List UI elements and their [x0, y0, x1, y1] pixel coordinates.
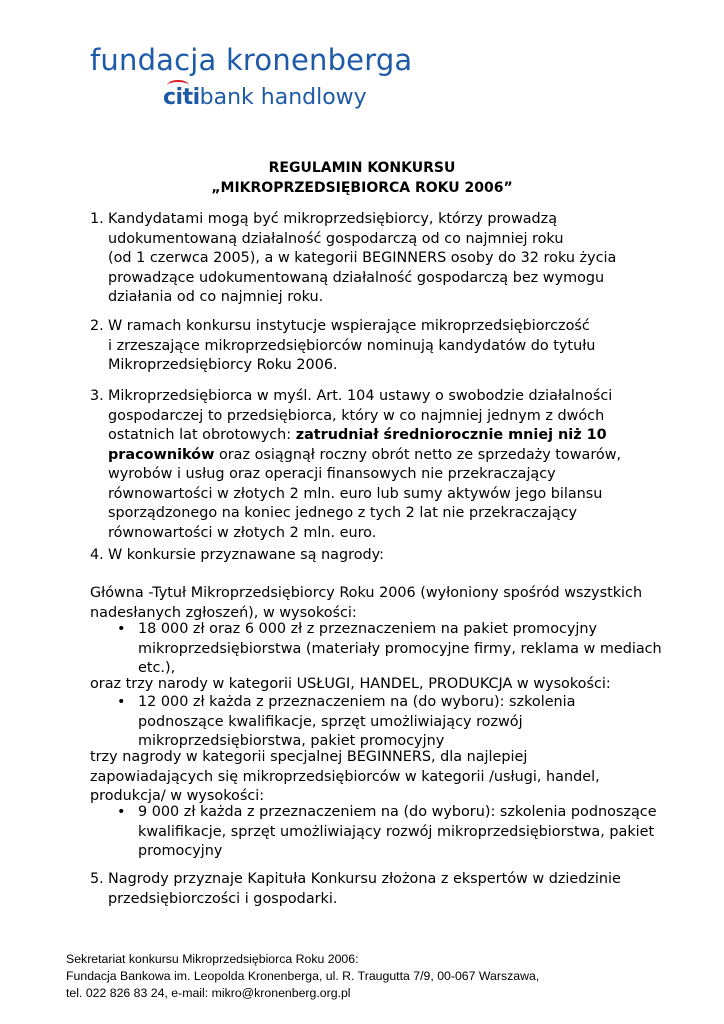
- text-line: 12 000 zł każda z przeznaczeniem na (do wyboru): szkolenia: [138, 694, 576, 710]
- text-line: promocyjny: [138, 843, 223, 859]
- item-text: [108, 546, 668, 566]
- footer: [66, 951, 686, 1002]
- text-line: równowartości w złotych 2 mln. euro lub sumy aktywów jego bilansu: [108, 485, 603, 502]
- text-line: Główna -Tytuł Mikroprzedsiębiorcy Roku 2006 (wyłoniony spośród wszystkich: [90, 585, 643, 601]
- emphasis-text: pracowników: [108, 446, 215, 463]
- text-line: przedsiębiorczości i gospodarki.: [108, 890, 338, 907]
- text-line: oraz trzy narody w kategorii USŁUGI, HANDEL, PRODUKCJA w wysokości:: [90, 676, 611, 692]
- text-line: wyrobów i usług oraz operacji finansowych nie przekraczający: [108, 466, 556, 482]
- logo-citi-mark: [163, 85, 200, 110]
- text-line: mikroprzedsiębiorstwa (materiały promocyjne firmy, reklama w mediach: [138, 640, 662, 657]
- text-line: Nagrody przyznaje Kapituła Konkursu złożona z ekspertów w dziedzinie: [108, 871, 621, 887]
- text-line: [108, 446, 668, 466]
- item-number: 2.: [90, 318, 104, 334]
- emphasis-text: zatrudniał średniorocznie mniej niż 10: [295, 427, 607, 443]
- bullet-text: [138, 693, 576, 752]
- text-line: (od 1 czerwca 2005), a w kategorii BEGINNERS osoby do 32 roku życia: [108, 250, 617, 266]
- footer-contact: tel. 022 826 83 24, e-mail: mikro@kronenberg.org.pl: [66, 986, 351, 1000]
- item-number: 4.: [90, 547, 104, 563]
- title-line-1: REGULAMIN KONKURSU: [268, 160, 456, 176]
- item-number: 5.: [90, 871, 104, 887]
- text-segment: oraz osiągnął roczny obrót netto ze sprzedaży towarów,: [214, 446, 622, 463]
- text-line: udokumentowaną działalność gospodarczą od co najmniej roku: [108, 230, 564, 247]
- text-line: mikroprzedsiębiorstwa, pakiet promocyjny: [138, 733, 445, 749]
- citi-arc-icon: [167, 80, 189, 91]
- prize-category-intro: [90, 675, 690, 695]
- text-line: zapowiadających się mikroprzedsiębiorców w kategorii /usługi, handel,: [90, 768, 600, 785]
- text-line: produkcja/ w wysokości:: [90, 788, 265, 804]
- bullet-icon: •: [117, 621, 126, 637]
- item-number: 3.: [90, 388, 104, 404]
- text-line: 9 000 zł każda z przeznaczeniem na (do wyboru): szkolenia podnoszące: [138, 804, 657, 820]
- document-title: [0, 158, 724, 198]
- text-line: Mikroprzedsiębiorca w myśl. Art. 104 ustawy o swobodzie działalności: [108, 388, 613, 404]
- text-line: i zrzeszające mikroprzedsiębiorców nominują kandydatów do tytułu: [108, 337, 596, 354]
- footer-line-1: Sekretariat konkursu Mikroprzedsiębiorca Roku 2006:: [66, 952, 359, 966]
- text-line: działania od co najmniej roku.: [108, 289, 324, 305]
- item-number: 1.: [90, 211, 104, 227]
- logo: [90, 42, 413, 110]
- text-line: Kandydatami mogą być mikroprzedsiębiorcy, którzy prowadzą: [108, 211, 558, 227]
- text-line: trzy nagrody w kategorii specjalnej BEGINNERS, dla najlepiej: [90, 749, 528, 765]
- bullet-text: [138, 620, 662, 679]
- text-line: sporządzonego na koniec jednego z tych 2 lat nie przekraczający: [108, 505, 578, 521]
- item-text: [108, 870, 668, 909]
- text-line: 18 000 zł oraz 6 000 zł z przeznaczeniem na pakiet promocyjny: [138, 621, 598, 637]
- item-text: [108, 210, 668, 308]
- bullet-icon: •: [117, 804, 126, 820]
- item-text: [108, 317, 668, 376]
- bullet-icon: •: [117, 694, 126, 710]
- bullet-text: [138, 803, 657, 862]
- text-line: równowartości w złotych 2 mln. euro.: [108, 524, 377, 541]
- text-line: gospodarczej to przedsiębiorca, który w co najmniej jednym z dwóch: [108, 407, 605, 424]
- text-segment: ostatnich lat obrotowych:: [108, 427, 296, 443]
- footer-line-2: Fundacja Bankowa im. Leopolda Kronenberga, ul. R. Traugutta 7/9, 00-067 Warszawa,: [66, 969, 540, 983]
- text-line: podnoszące kwalifikacje, sprzęt umożliwiający rozwój: [138, 713, 523, 730]
- prize-special-intro: [90, 748, 690, 807]
- text-line: kwalifikacje, sprzęt umożliwiający rozwój mikroprzedsiębiorstwa, pakiet: [138, 823, 655, 840]
- text-line: etc.),: [138, 660, 176, 676]
- item-text: [108, 387, 668, 543]
- logo-bank-text: bank handlowy: [199, 85, 367, 110]
- text-line: [108, 426, 668, 446]
- logo-citi-text: citi: [163, 85, 200, 110]
- text-line: prowadzące udokumentowaną działalność gospodarczą bez wymogu: [108, 269, 605, 286]
- text-line: W konkursie przyznawane są nagrody:: [108, 547, 384, 563]
- logo-foundation-name: fundacja kronenberga: [90, 43, 413, 77]
- prize-main: [90, 584, 690, 623]
- text-line: nadesłanych zgłoszeń), w wysokości:: [90, 604, 357, 621]
- text-line: Mikroprzedsiębiorcy Roku 2006.: [108, 357, 338, 373]
- title-line-2: „MIKROPRZEDSIĘBIORCA ROKU 2006”: [211, 180, 513, 196]
- logo-citibank: [163, 84, 367, 112]
- text-line: W ramach konkursu instytucje wspierające mikroprzedsiębiorczość: [108, 318, 590, 334]
